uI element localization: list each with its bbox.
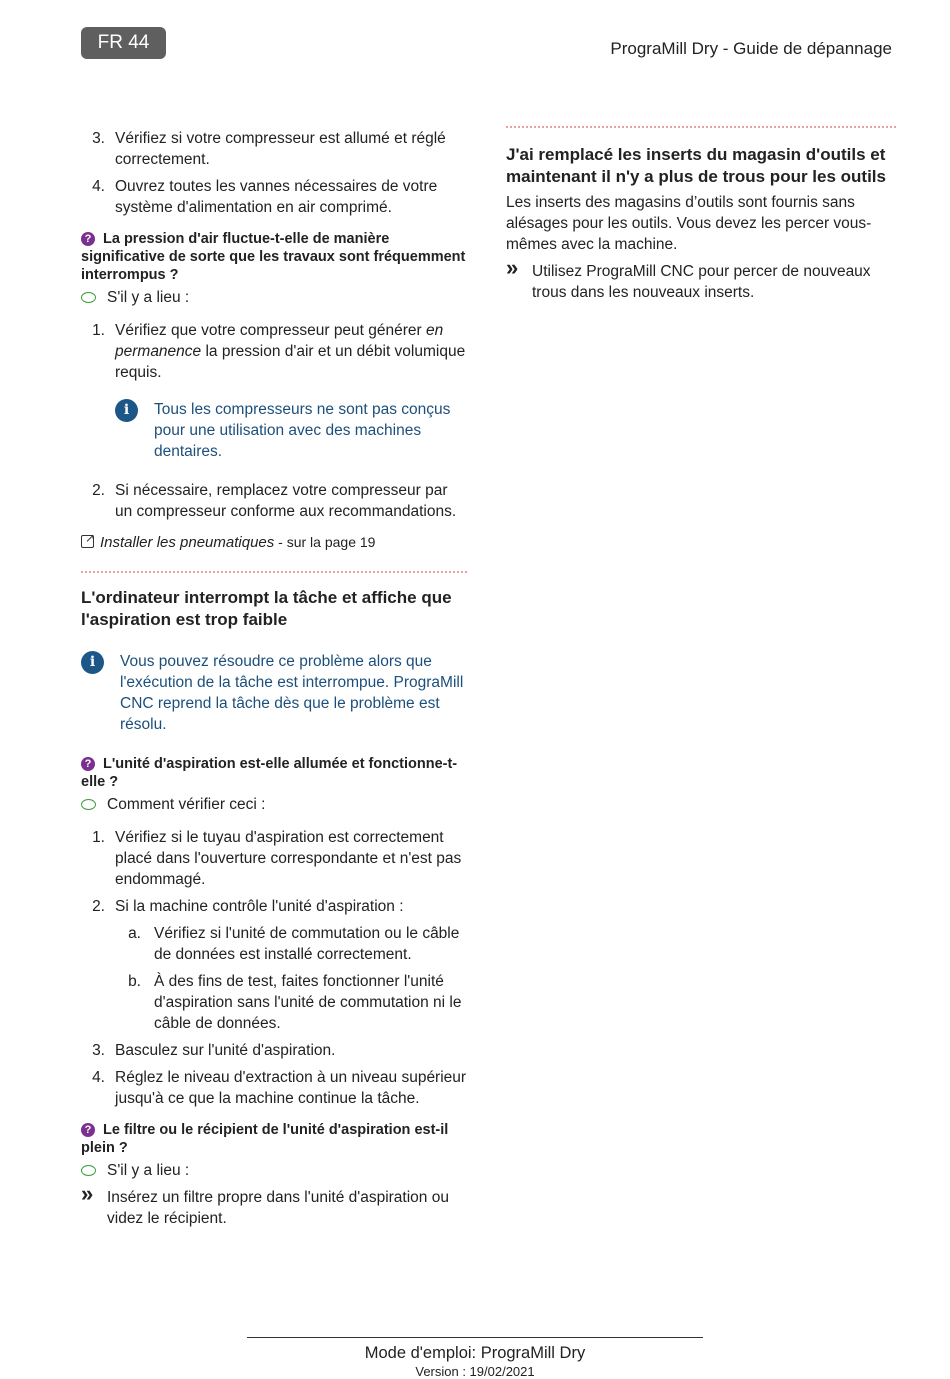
list-text-part: la pression d'air et un débit volumique requis. xyxy=(115,343,466,381)
answer-text: S'il y a lieu : xyxy=(107,1162,190,1179)
answer-line xyxy=(81,794,467,815)
question-text: Le filtre ou le récipient de l'unité d'aspiration est-il plein ? xyxy=(81,1122,449,1156)
link-title[interactable]: Installer les pneumatiques xyxy=(100,534,275,551)
list-item xyxy=(81,896,467,917)
question-icon: ? xyxy=(81,232,95,246)
page-number-badge: FR 44 xyxy=(81,27,166,59)
question-icon: ? xyxy=(81,1123,95,1137)
external-link-icon xyxy=(81,535,94,548)
action-text: Utilisez PrograMill CNC pour percer de nouveaux trous dans les nouveaux inserts. xyxy=(532,263,871,301)
list-item xyxy=(81,827,467,890)
note-text: Vous pouvez résoudre ce problème alors que l'exécution de la tâche est interrompue. PrograMill CNC reprend la tâche dès que le problème est résolu. xyxy=(120,653,464,733)
question-icon: ? xyxy=(81,757,95,771)
list-text-part: Vérifiez que votre compresseur peut générer xyxy=(115,322,427,339)
list-text: Si nécessaire, remplacez votre compresseur par un compresseur conforme aux recommandations. xyxy=(115,482,457,520)
answer-text: Comment vérifier ceci : xyxy=(107,796,266,813)
question-heading xyxy=(81,230,467,284)
footer-title: Mode d'emploi: PrograMill Dry xyxy=(364,1344,586,1362)
list-text: Ouvrez toutes les vannes nécessaires de votre système d'alimentation en air comprimé. xyxy=(115,178,438,216)
list-item xyxy=(81,480,467,522)
note-text: Tous les compresseurs ne sont pas conçus pour une utilisation avec des machines dentaires. xyxy=(154,401,451,460)
list-item xyxy=(81,1067,467,1109)
list-item xyxy=(81,320,467,383)
sub-list-text: À des fins de test, faites fonctionner l'unité d'aspiration sans l'unité de commutation ni le câble de données. xyxy=(154,973,462,1032)
left-column xyxy=(81,128,467,1229)
section-heading: L'ordinateur interrompt la tâche et affiche que l'aspiration est trop faible xyxy=(81,588,452,629)
list-item xyxy=(81,1040,467,1061)
list-text: Basculez sur l'unité d'aspiration. xyxy=(115,1042,336,1059)
list-text: Réglez le niveau d'extraction à un niveau supérieur jusqu'à ce que la machine continue la tâche. xyxy=(115,1069,467,1107)
double-chevron-icon: » xyxy=(81,1181,94,1206)
answer-line xyxy=(81,1160,467,1181)
sub-list-letter: b. xyxy=(128,973,141,990)
footer-version: Version : 19/02/2021 xyxy=(415,1364,535,1379)
list-number: 2. xyxy=(92,898,105,915)
list-number: 1. xyxy=(92,829,105,846)
question-heading xyxy=(81,1121,467,1157)
footer-divider xyxy=(247,1337,703,1338)
section-divider xyxy=(506,126,896,128)
cross-reference-link[interactable] xyxy=(81,532,467,553)
link-page-ref: - sur la page 19 xyxy=(274,534,376,550)
action-item xyxy=(506,255,896,303)
list-text: Vérifiez si votre compresseur est allumé et réglé correctement. xyxy=(115,130,446,168)
list-number: 3. xyxy=(92,130,105,147)
info-note xyxy=(81,651,467,735)
section-divider xyxy=(81,571,467,573)
paragraph: Les inserts des magasins d’outils sont fournis sans alésages pour les outils. Vous devez les percer vous-mêmes avec la machine. xyxy=(506,194,872,253)
right-column xyxy=(506,126,896,303)
action-item xyxy=(81,1181,467,1229)
list-number: 3. xyxy=(92,1042,105,1059)
emphasis-text: en permanence xyxy=(115,322,444,360)
list-text: Vérifiez si le tuyau d'aspiration est correctement placé dans l'ouverture correspondante et n'est pas endommagé. xyxy=(115,829,462,888)
speech-bubble-icon xyxy=(81,292,96,303)
speech-bubble-icon xyxy=(81,1165,96,1176)
list-number: 2. xyxy=(92,482,105,499)
sub-list-item xyxy=(81,923,467,965)
list-text: Si la machine contrôle l'unité d'aspiration : xyxy=(115,898,404,915)
sub-list-text: Vérifiez si l'unité de commutation ou le câble de données est installé correctement. xyxy=(154,925,460,963)
question-text: L'unité d'aspiration est-elle allumée et fonctionne-t-elle ? xyxy=(81,756,458,790)
list-item xyxy=(81,128,467,170)
info-icon: i xyxy=(115,399,138,422)
document-title: PrograMill Dry - Guide de dépannage xyxy=(610,39,892,58)
section-heading: J'ai remplacé les inserts du magasin d'outils et maintenant il n'y a plus de trous pour les outils xyxy=(506,145,886,186)
question-text: La pression d'air fluctue-t-elle de manière significative de sorte que les travaux sont fréquemment interrompus ? xyxy=(81,231,466,283)
list-number: 4. xyxy=(92,178,105,195)
info-icon: i xyxy=(81,651,104,674)
sub-list-letter: a. xyxy=(128,925,141,942)
list-number: 4. xyxy=(92,1069,105,1086)
answer-text: S'il y a lieu : xyxy=(107,289,190,306)
answer-line xyxy=(81,287,467,308)
double-chevron-icon: » xyxy=(506,255,519,280)
list-item xyxy=(81,176,467,218)
speech-bubble-icon xyxy=(81,799,96,810)
action-text: Insérez un filtre propre dans l'unité d'aspiration ou videz le récipient. xyxy=(107,1189,449,1227)
question-heading xyxy=(81,755,467,791)
sub-list-item xyxy=(81,971,467,1034)
info-note xyxy=(115,399,467,462)
list-number: 1. xyxy=(92,322,105,339)
